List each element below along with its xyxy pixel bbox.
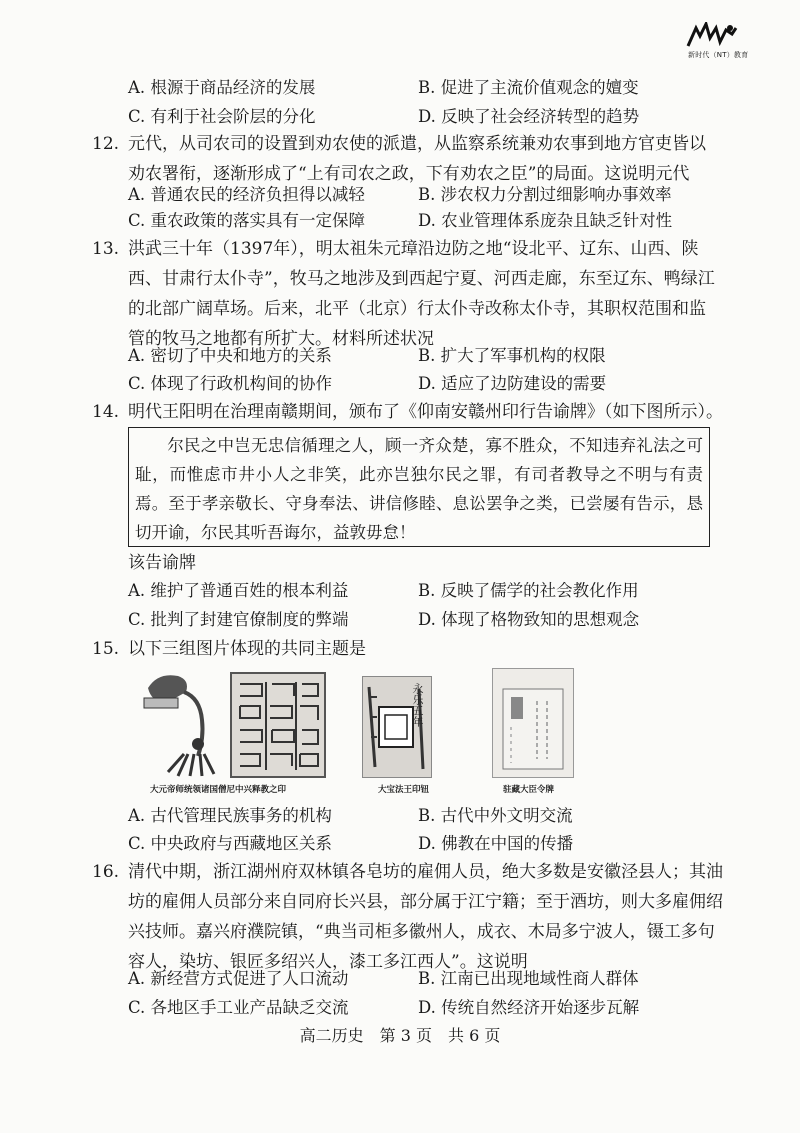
- q12-option-b: B. 涉农权力分割过细影响办事效率: [418, 185, 672, 204]
- q13-option-b: B. 扩大了军事机构的权限: [418, 346, 606, 365]
- publisher-logo: [686, 22, 748, 62]
- q14-option-c: C. 批判了封建官僚制度的弊端: [128, 610, 349, 629]
- q12-option-c: C. 重农政策的落实具有一定保障: [128, 211, 366, 230]
- q14-number: 14.: [92, 402, 120, 422]
- q14-option-a: A. 维护了普通百姓的根本利益: [128, 581, 349, 600]
- q13-option-a: A. 密切了中央和地方的关系: [128, 346, 332, 365]
- q12-option-a: A. 普通农民的经济负担得以减轻: [128, 185, 365, 204]
- q14-lead: 该告谕牌: [128, 553, 196, 573]
- q15-number: 15.: [92, 639, 120, 659]
- dabao-fawang-seal-image: [362, 676, 432, 778]
- q13-option-c: C. 体现了行政机构间的协作: [128, 374, 333, 393]
- q15-option-c: C. 中央政府与西藏地区关系: [128, 834, 333, 853]
- q11-option-d: D. 反映了社会经济转型的趋势: [418, 107, 640, 126]
- seal-plate-inscription: 永乐五年: [411, 683, 424, 727]
- publisher-logo-text: 新时代（NT）教育: [688, 51, 749, 59]
- seal-with-tassel-image: [138, 668, 228, 778]
- figure-caption-2: 大宝法王印钮: [378, 785, 430, 795]
- q11-option-b: B. 促进了主流价值观念的嬗变: [418, 78, 639, 97]
- q12-stem: 元代，从司农司的设置到劝农使的派遣，从监察系统兼劝农事到地方官吏皆以劝农署衔，逐渐形成了“上有司农之政，下有劝农之臣”的局面。这说明元代: [128, 134, 706, 184]
- q15-stem: 以下三组图片体现的共同主题是: [128, 639, 366, 659]
- q15-option-d: D. 佛教在中国的传播: [418, 834, 574, 853]
- amban-token-image: [492, 668, 574, 778]
- q16-option-a: A. 新经营方式促进了人口流动: [128, 969, 349, 988]
- publisher-logo-icon: [686, 22, 738, 50]
- q16-option-d: D. 传统自然经济开始逐步瓦解: [418, 998, 640, 1017]
- q16-option-b: B. 江南已出现地域性商人群体: [418, 969, 639, 988]
- q13-number: 13.: [92, 239, 120, 259]
- q14-option-d: D. 体现了格物致知的思想观念: [418, 610, 640, 629]
- q14-option-b: B. 反映了儒学的社会教化作用: [418, 581, 639, 600]
- edict-quote-text: 尔民之中岂无忠信循理之人，顾一齐众楚，寡不胜众，不知违弃礼法之可耻，而惟虑市井小人之非笑，此亦岂独尔民之罪，有司者教导之不明与有责焉。至于孝亲敬长、守身奉法、讲信修睦、息讼罢争之类，已尝屡有告示，恳切开谕，尔民其听吾诲尔，益敦毋怠！: [135, 436, 703, 542]
- figure-caption-3: 驻藏大臣令牌: [503, 785, 555, 795]
- edict-quote-box: [128, 427, 710, 547]
- q15-option-a: A. 古代管理民族事务的机构: [128, 806, 332, 825]
- q16-stem: 清代中期，浙江湖州府双林镇各皂坊的雇佣人员，绝大多数是安徽泾县人；其油坊的雇佣人员部分来自同府长兴县，部分属于江宁籍；至于酒坊，则大多雇佣绍兴技师。嘉兴府濮院镇，“典当司柜多徽州人，成衣、木局多宁波人，镊工多句容人，染坊、银匠多绍兴人，漆工多江西人”。这说明: [128, 862, 723, 972]
- q15-option-b: B. 古代中外文明交流: [418, 806, 573, 825]
- q11-option-c: C. 有利于社会阶层的分化: [128, 107, 316, 126]
- figure-caption-1: 大元帝师统领诸国僧尼中兴释教之印: [150, 785, 287, 795]
- q16-option-c: C. 各地区手工业产品缺乏交流: [128, 998, 349, 1017]
- q14-stem: 明代王阳明在治理南赣期间，颁布了《仰南安赣州印行告谕牌》（如下图所示）。: [128, 402, 723, 422]
- seal-impression-image: [230, 672, 326, 778]
- q13-option-d: D. 适应了边防建设的需要: [418, 374, 607, 393]
- q12-option-d: D. 农业管理体系庞杂且缺乏针对性: [418, 211, 673, 230]
- q11-option-a: A. 根源于商品经济的发展: [128, 78, 316, 97]
- page-footer: 高二历史 第 3 页 共 6 页: [299, 1026, 501, 1045]
- q12-number: 12.: [92, 134, 120, 154]
- q13-stem: 洪武三十年（1397年），明太祖朱元璋沿边防之地“设北平、辽东、山西、陕西、甘肃行太仆寺”，牧马之地涉及到西起宁夏、河西走廊，东至辽东、鸭绿江的北部广阔草场。后来，北平（北京）行太仆寺改称太仆寺，其职权范围和监管的牧马之地都有所扩大。材料所述状况: [128, 239, 715, 349]
- q16-number: 16.: [92, 862, 120, 882]
